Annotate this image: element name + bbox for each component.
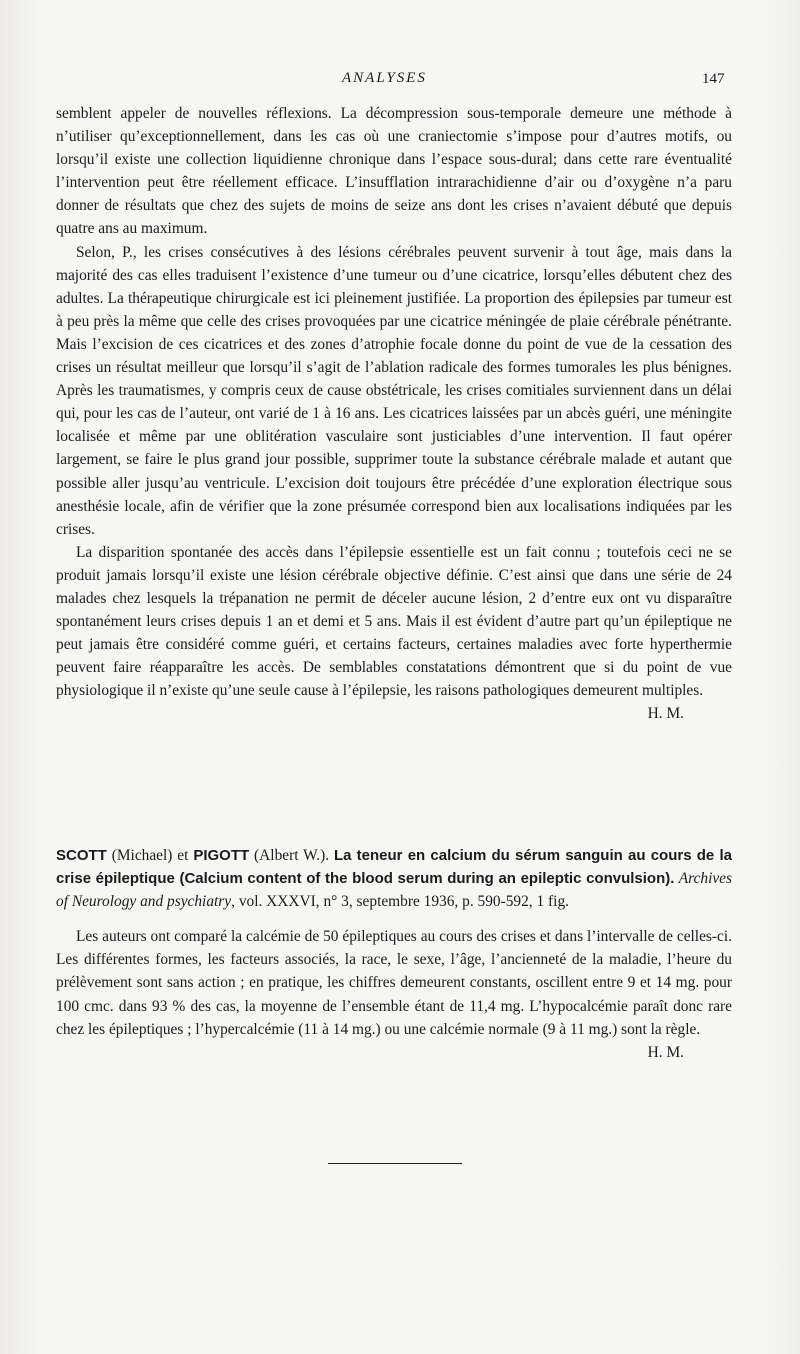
author-1-given: (Michael) et	[106, 847, 194, 864]
review-body	[56, 102, 732, 726]
author-2-given: (Albert W.).	[249, 847, 334, 864]
running-head	[0, 70, 800, 94]
paragraph-1	[56, 102, 732, 241]
journal-name: Archives of Neurology and psychiatry	[56, 870, 732, 911]
abstract-text	[56, 925, 732, 1061]
section-divider	[328, 1163, 462, 1164]
paragraph-text: La disparition spontanée des accès dans l’épilepsie essentielle est un fait connu ; toutefois ceci ne se produit jamais lorsqu’il existe une lésion cérébrale objective définie. C’est ainsi que dans une série de 24 malades chez lesquels la trépanation ne permit de déceler aucune lésion, 2 d’entre eux ont vu disparaître spontanément leurs crises depuis 1 an et demi et 5 ans. Mais il est évident d’autre part qu’un épileptique ne peut jamais être considéré comme guéri, et certains facteurs, certaines maladies avec forte hyperthermie peuvent faire réapparaître les accès. De semblables constatations démontrent que si du point de vue physiologique il n’existe qu’une seule cause à l’épilepsie, les raisons pathologiques demeurent multiples.	[56, 543, 732, 700]
abstract-scott-pigott	[56, 844, 732, 1064]
paragraph-3	[56, 541, 732, 723]
paragraph-text: semblent appeler de nouvelles réflexions. La décompression sous-temporale demeure une méthode à n’utiliser qu’exceptionnellement, dans les cas où une craniectomie s’impose pour d’autres motifs, ou lorsqu’il existe une collection liquidienne chronique dans l’espace sous-dural; dans cette rare éventualité l’intervention peut être réellement efficace. L’insufflation intrarachidienne d’air ou d’oxygène n’a paru donner de résultats que chez des sujets de moins de seize ans dont les crises n’avaient débuté que depuis quatre ans au maximum.	[56, 105, 732, 238]
citation	[56, 844, 732, 913]
review-signature: H. M.	[647, 705, 684, 723]
abstract-body-text: Les auteurs ont comparé la calcémie de 50 épileptiques au cours des crises et dans l’intervalle de celles-ci. Les différentes formes, les facteurs associés, la race, le sexe, l’âge, l’ancienneté de la maladie, l’heure du prélèvement sont sans action ; en pratique, les chiffres demeurent constants, oscillent entre 9 et 14 mg. pour 100 cmc. dans 93 % des cas, la moyenne de l’ensemble étant de 11,4 mg. L’hypocalcémie paraît donc rare chez les épileptiques ; l’hypercalcémie (11 à 14 mg.) ou une calcémie normale (9 à 11 mg.) sont la règle.	[56, 928, 732, 1038]
paragraph-text: Selon, P., les crises consécutives à des lésions cérébrales peuvent survenir à tout âge, mais dans la majorité des cas elles traduisent l’existence d’une tumeur ou d’une cicatrice, lorsqu’elles débutent chez des adultes. La thérapeutique chirurgicale est ici pleinement justifiée. La proportion des épilepsies par tumeur est à peu près la même que celle des crises provoquées par une cicatrice méningée de plaie cérébrale pénétrante. Mais l’excision de ces cicatrices et des zones d’atrophie focale donne du point de vue de la cessation des crises un résultat meilleur que lorsqu’il s’agit de l’ablation radicale des formes tumorales les plus bénignes. Après les traumatismes, y compris ceux de cause obstétricale, les crises comitiales surviennent dans un délai qui, pour les cas de l’auteur, ont varié de 1 à 16 ans. Les cicatrices laissées par un abcès guéri, une méningite localisée et même par une oblitération vasculaire sont justiciables d’une intervention. Il faut opérer largement, se faire le plus grand jour possible, supprimer toute la substance cérébrale malade et autant que possible aller jusqu’au ventricule. L’excision doit toujours être précédée d’une exploration électrique sous anesthésie locale, afin de vérifier que la zone présumée correspond bien aux localisations indiquées par les crises.	[56, 243, 732, 538]
abstract-signature: H. M.	[647, 1043, 684, 1061]
article-title: La teneur en calcium du sérum sanguin au cours de la crise épileptique (Calcium content of the blood serum during an epileptic convulsion).	[56, 847, 732, 888]
journal-reference: , vol. XXXVI, n° 3, septembre 1936, p. 590-592, 1 fig.	[231, 893, 569, 911]
author-1-surname: SCOTT	[56, 847, 107, 864]
author-2-surname: PIGOTT	[193, 847, 250, 864]
running-title: ANALYSES	[342, 70, 427, 86]
paragraph-2	[56, 241, 732, 541]
page-number: 147	[702, 71, 725, 87]
